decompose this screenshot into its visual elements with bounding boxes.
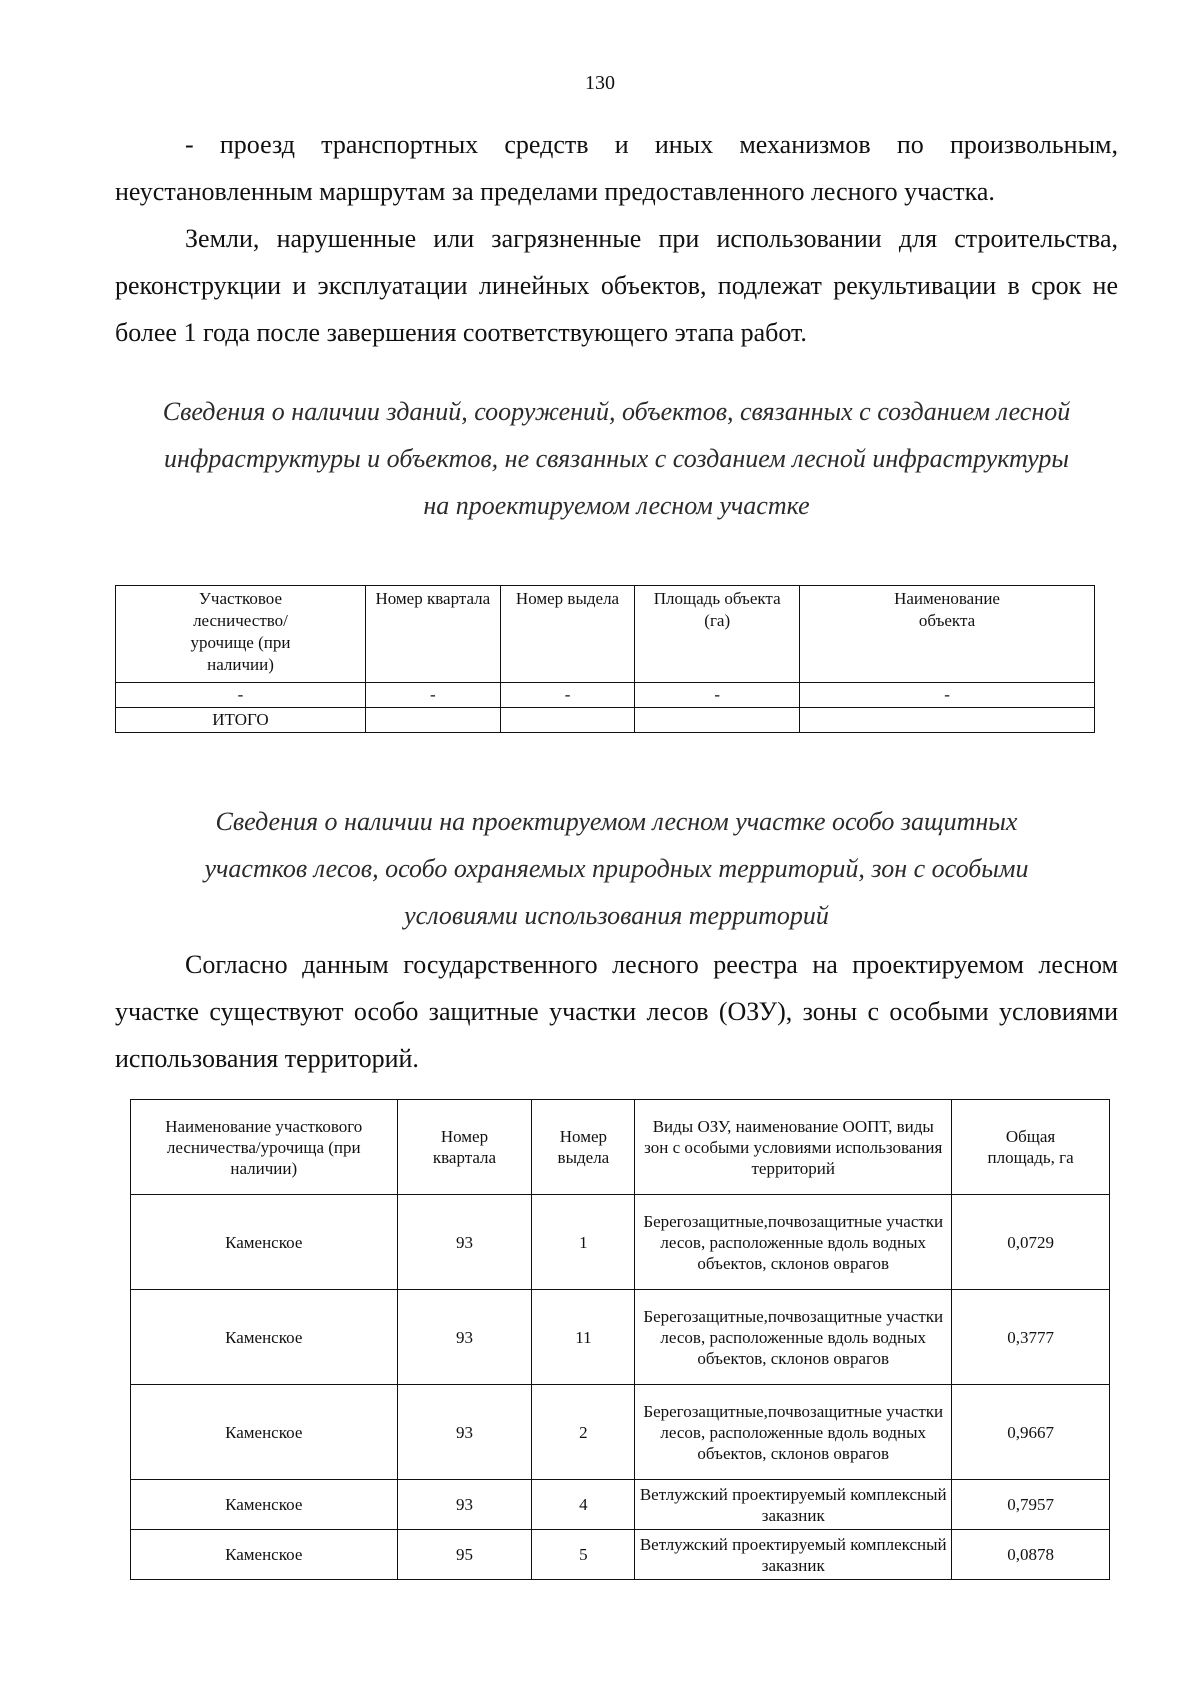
table-cell: - <box>365 683 500 708</box>
table-cell <box>635 708 800 733</box>
heading-line: участков лесов, особо охраняемых природных территорий, зон с особыми <box>204 854 1029 883</box>
protected-areas-section-heading <box>115 798 1118 939</box>
table-row <box>131 1480 1110 1530</box>
page-number: 130 <box>585 72 615 94</box>
table-row <box>131 1290 1110 1385</box>
table-cell: 11 <box>532 1290 635 1385</box>
header-cell-forestry: Наименование участкового лесничества/урочища (при наличии) <box>131 1100 398 1195</box>
table-cell: - <box>500 683 635 708</box>
paragraph-text: Согласно данным государственного лесного реестра на проектируемом лесном участке существуют особо защитные участки лесов (ОЗУ), зоны с особыми условиями использования территорий. <box>115 950 1118 1073</box>
header-cell-forestry: Участковое лесничество/ урочище (при наличии) <box>116 586 366 683</box>
table-cell: 0,7957 <box>952 1480 1110 1530</box>
heading-line: инфраструктуры и объектов, не связанных с созданием лесной инфраструктуры <box>164 444 1069 473</box>
table-cell: - <box>800 683 1095 708</box>
table-cell: Каменское <box>131 1195 398 1290</box>
header-cell-allotment: Номер выдела <box>532 1100 635 1195</box>
header-cell-object-name: Наименование объекта <box>800 586 1095 683</box>
header-cell-allotment: Номер выдела <box>500 586 635 683</box>
table-row <box>131 1530 1110 1580</box>
heading-line: Сведения о наличии на проектируемом лесном участке особо защитных <box>215 807 1018 836</box>
table-cell: 0,3777 <box>952 1290 1110 1385</box>
table-cell: 0,0878 <box>952 1530 1110 1580</box>
table-row <box>131 1195 1110 1290</box>
intro-paragraph-1: - проезд транспортных средств и иных механизмов по произвольным, неустановленным маршрутам за пределами предоставленного лесного участка. <box>115 130 1118 206</box>
table-cell <box>800 708 1095 733</box>
table-row <box>116 683 1095 708</box>
table-cell: Берегозащитные,почвозащитные участки лесов, расположенные вдоль водных объектов, склонов оврагов <box>635 1290 952 1385</box>
table-cell: 93 <box>397 1195 532 1290</box>
table-cell: Ветлужский проектируемый комплексный заказник <box>635 1530 952 1580</box>
table-cell: 93 <box>397 1385 532 1480</box>
table-cell: Каменское <box>131 1480 398 1530</box>
table-cell: Берегозащитные,почвозащитные участки лесов, расположенные вдоль водных объектов, склонов оврагов <box>635 1195 952 1290</box>
table-cell: 0,0729 <box>952 1195 1110 1290</box>
protected-areas-table <box>130 1099 1110 1580</box>
header-cell-protection-type: Виды ОЗУ, наименование ООПТ, виды зон с особыми условиями использования территорий <box>635 1100 952 1195</box>
heading-line: Сведения о наличии зданий, сооружений, объектов, связанных с созданием лесной <box>162 397 1071 426</box>
table-cell: 2 <box>532 1385 635 1480</box>
table-cell: 93 <box>397 1290 532 1385</box>
header-cell-quarter: Номер квартала <box>397 1100 532 1195</box>
intro-text <box>115 121 1118 356</box>
table-cell: Берегозащитные,почвозащитные участки лесов, расположенные вдоль водных объектов, склонов оврагов <box>635 1385 952 1480</box>
table-total-row <box>116 708 1095 733</box>
table-cell: Ветлужский проектируемый комплексный заказник <box>635 1480 952 1530</box>
table-cell: 93 <box>397 1480 532 1530</box>
total-label: ИТОГО <box>116 708 366 733</box>
heading-line: условиями использования территорий <box>404 901 829 930</box>
table-header-row <box>116 586 1095 683</box>
infrastructure-table <box>115 585 1095 733</box>
table-cell: Каменское <box>131 1530 398 1580</box>
table-cell: - <box>635 683 800 708</box>
protected-areas-paragraph <box>115 941 1118 1082</box>
table-header-row <box>131 1100 1110 1195</box>
table-cell: 95 <box>397 1530 532 1580</box>
table-cell: 4 <box>532 1480 635 1530</box>
table-cell: 5 <box>532 1530 635 1580</box>
header-cell-area: Площадь объекта (га) <box>635 586 800 683</box>
header-cell-total-area: Общая площадь, га <box>952 1100 1110 1195</box>
table-cell: - <box>116 683 366 708</box>
heading-line: на проектируемом лесном участке <box>423 491 810 520</box>
table-row <box>131 1385 1110 1480</box>
header-cell-quarter: Номер квартала <box>365 586 500 683</box>
table-cell <box>365 708 500 733</box>
infrastructure-section-heading <box>115 388 1118 529</box>
table-cell: Каменское <box>131 1290 398 1385</box>
table-cell: 0,9667 <box>952 1385 1110 1480</box>
table-cell <box>500 708 635 733</box>
table-cell: Каменское <box>131 1385 398 1480</box>
table-cell: 1 <box>532 1195 635 1290</box>
intro-paragraph-2: Земли, нарушенные или загрязненные при использовании для строительства, реконструкции и эксплуатации линейных объектов, подлежат рекультивации в срок не более 1 года после завершения соответствующего этапа работ. <box>115 224 1118 347</box>
